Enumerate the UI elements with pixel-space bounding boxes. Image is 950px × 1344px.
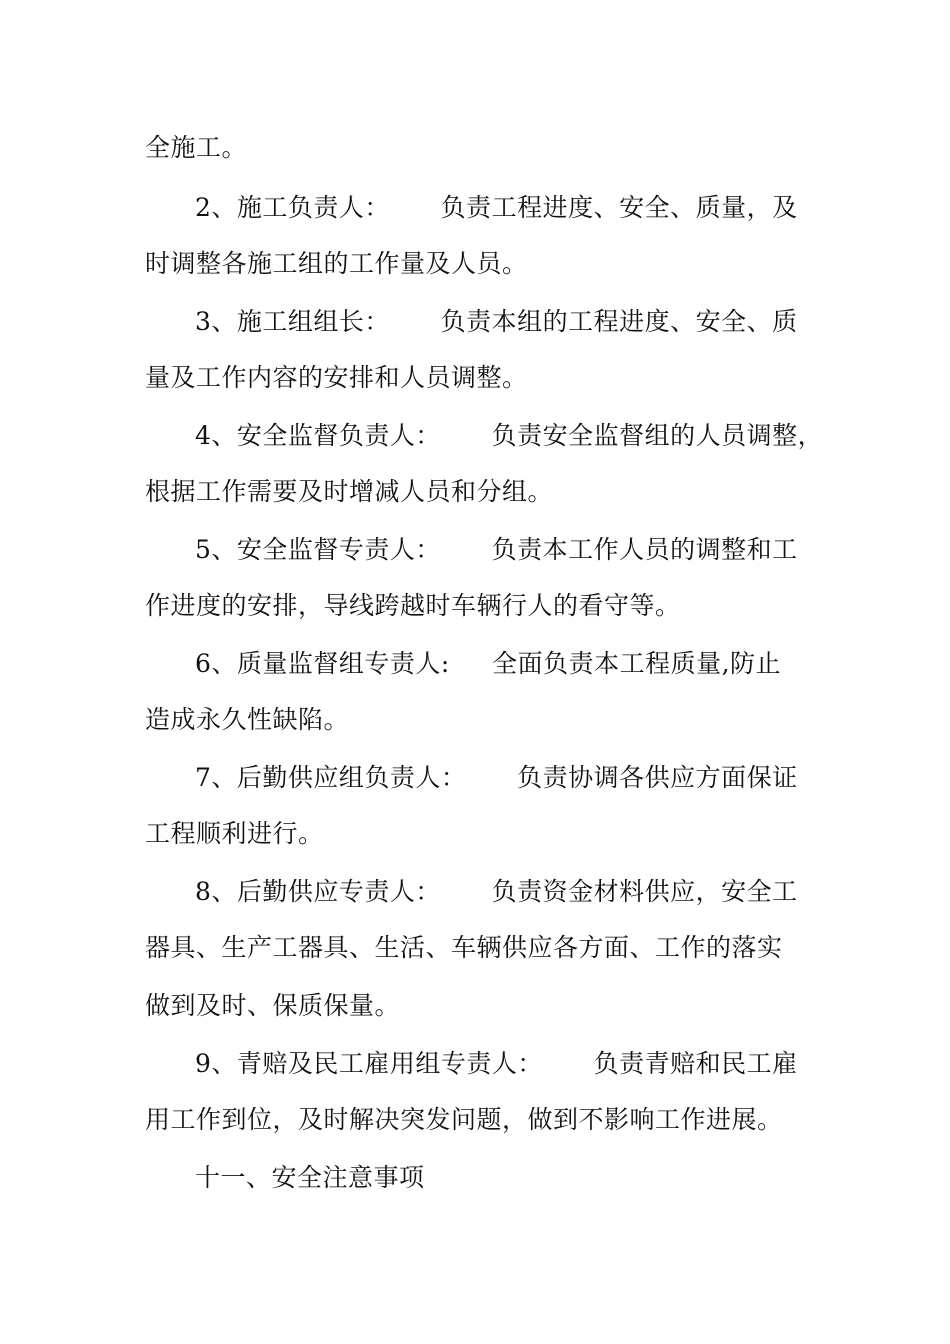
text-line: 7、后勤供应组负责人： 负责协调各供应方面保证 xyxy=(195,763,798,792)
text-line: 作进度的安排，导线跨越时车辆行人的看守等。 xyxy=(145,591,681,620)
text-line: 器具、生产工器具、生活、车辆供应各方面、工作的落实 xyxy=(145,933,783,962)
text-line: 6、质量监督组专责人: 全面负责本工程质量,防止 xyxy=(195,649,782,678)
section-heading: 十一、安全注意事项 xyxy=(195,1163,425,1192)
text-line: 5、安全监督专责人： 负责本工作人员的调整和工 xyxy=(195,535,798,564)
text-line: 工程顺利进行。 xyxy=(145,819,324,848)
text-line: 9、青赔及民工雇用组专责人： 负责青赔和民工雇 xyxy=(195,1049,798,1078)
text-line: 3、施工组组长： 负责本组的工程进度、安全、质 xyxy=(195,307,798,336)
text-line: 8、后勤供应专责人： 负责资金材料供应，安全工 xyxy=(195,877,798,906)
text-line: 4、安全监督负责人： 负责安全监督组的人员调整， xyxy=(195,421,824,450)
text-line: 根据工作需要及时增减人员和分组。 xyxy=(145,477,554,506)
text-line: 全施工。 xyxy=(145,133,248,162)
text-line: 造成永久性缺陷。 xyxy=(145,705,350,734)
text-line: 用工作到位，及时解决突发问题，做到不影响工作进展。 xyxy=(145,1105,783,1134)
text-line: 2、施工负责人： 负责工程进度、安全、质量，及 xyxy=(195,193,798,222)
text-line: 做到及时、保质保量。 xyxy=(145,991,401,1020)
text-line: 时调整各施工组的工作量及人员。 xyxy=(145,249,528,278)
text-line: 量及工作内容的安排和人员调整。 xyxy=(145,363,528,392)
